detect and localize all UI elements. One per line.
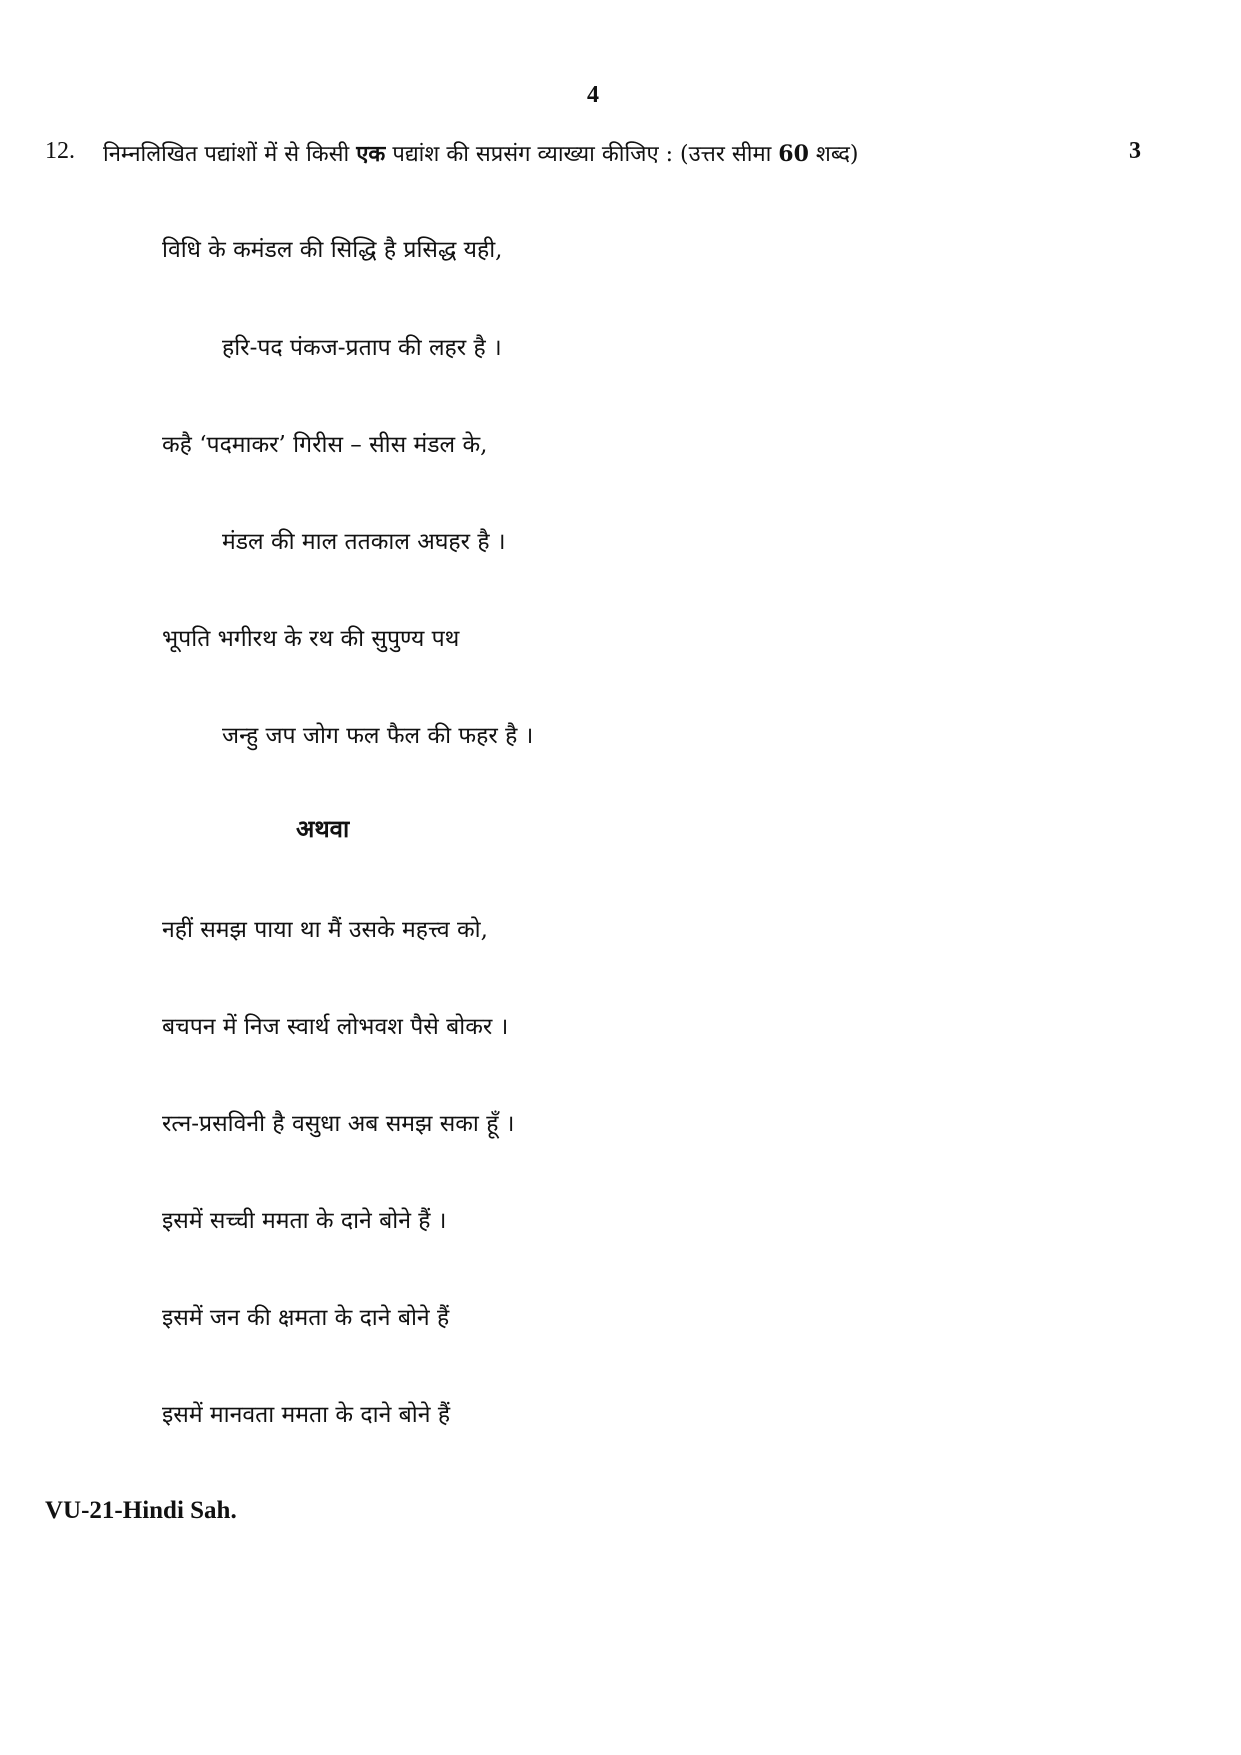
question-number: 12. <box>45 138 75 164</box>
poem-line: इसमें जन की क्षमता के दाने बोने हैं <box>162 1305 450 1331</box>
poem-line: कहै ‘पदमाकर’ गिरीस – सीस मंडल के, <box>162 432 488 458</box>
poem-line: हरि-पद पंकज-प्रताप की लहर है । <box>222 335 502 361</box>
poem-line: इसमें सच्ची ममता के दाने बोने हैं । <box>162 1208 447 1234</box>
poem-line: भूपति भगीरथ के रथ की सुपुण्य पथ <box>162 626 460 652</box>
question-row <box>45 138 1145 174</box>
question-text-part: शब्द) <box>808 142 859 167</box>
poem-line: नहीं समझ पाया था मैं उसके महत्त्व को, <box>162 917 488 943</box>
paper-code-footer: VU-21-Hindi Sah. <box>45 1497 237 1524</box>
question-text-part: निम्नलिखित पद्यांशों में से किसी <box>103 142 357 167</box>
poem-line: इसमें मानवता ममता के दाने बोने हैं <box>162 1402 451 1428</box>
question-text <box>103 138 858 168</box>
poem-line: रत्न-प्रसविनी है वसुधा अब समझ सका हूँ । <box>162 1111 515 1137</box>
poem-line: बचपन में निज स्वार्थ लोभवश पैसे बोकर । <box>162 1014 509 1040</box>
or-heading: अथवा <box>296 814 350 843</box>
page-number: 4 <box>587 82 599 108</box>
poem-line: विधि के कमंडल की सिद्धि है प्रसिद्ध यही, <box>162 237 503 263</box>
question-text-emphasis: एक <box>356 141 386 167</box>
poem-line: जन्हु जप जोग फल फैल की फहर है । <box>222 723 534 749</box>
question-marks: 3 <box>1129 138 1141 164</box>
answer-word-limit: 60 <box>778 141 809 167</box>
question-text-part: पद्यांश की सप्रसंग व्याख्या कीजिए : (उत्तर सीमा <box>385 142 779 167</box>
poem-line: मंडल की माल ततकाल अघहर है । <box>222 529 506 555</box>
